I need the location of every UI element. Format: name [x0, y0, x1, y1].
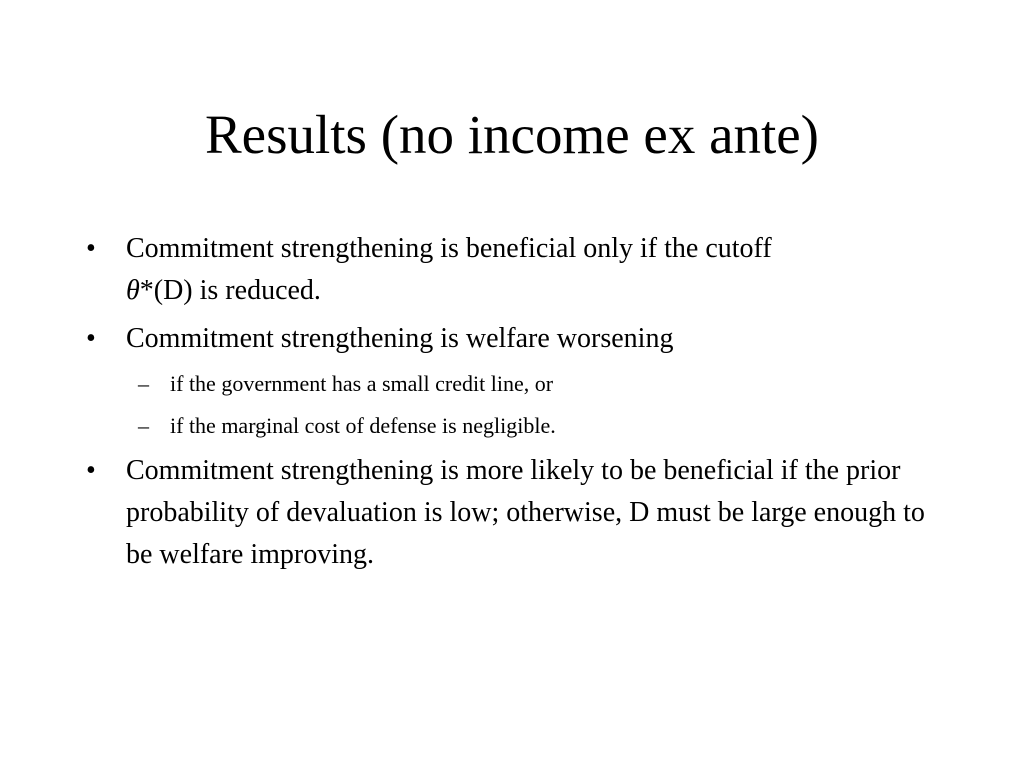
bullet-text: Commitment strengthening is more likely to be beneficial if the prior probability of devaluation is low; otherwise, D must be large enough to be welfare improving. [126, 455, 925, 570]
sub-bullet-item [86, 366, 946, 402]
bullet-item [86, 318, 946, 360]
sub-bullet-marker: – [138, 413, 149, 438]
slide-title: Results (no income ex ante) [205, 104, 819, 165]
bullet-list [86, 228, 946, 582]
bullet-item [86, 450, 946, 576]
bullet-marker: • [86, 455, 96, 486]
bullet-text: Commitment strengthening is welfare worsening [126, 323, 674, 354]
bullet-marker: • [86, 233, 96, 264]
theta-symbol: θ [126, 275, 140, 306]
bullet-text-continued: *(D) is reduced. [139, 275, 321, 306]
sub-bullet-text: if the government has a small credit line, or [170, 371, 554, 396]
sub-bullet-text: if the marginal cost of defense is negligible. [170, 413, 556, 438]
bullet-marker: • [86, 323, 96, 354]
sub-bullet-item [86, 408, 946, 444]
bullet-text: Commitment strengthening is beneficial only if the cutoff [126, 233, 772, 264]
bullet-item [86, 228, 946, 312]
sub-bullet-marker: – [138, 371, 149, 396]
